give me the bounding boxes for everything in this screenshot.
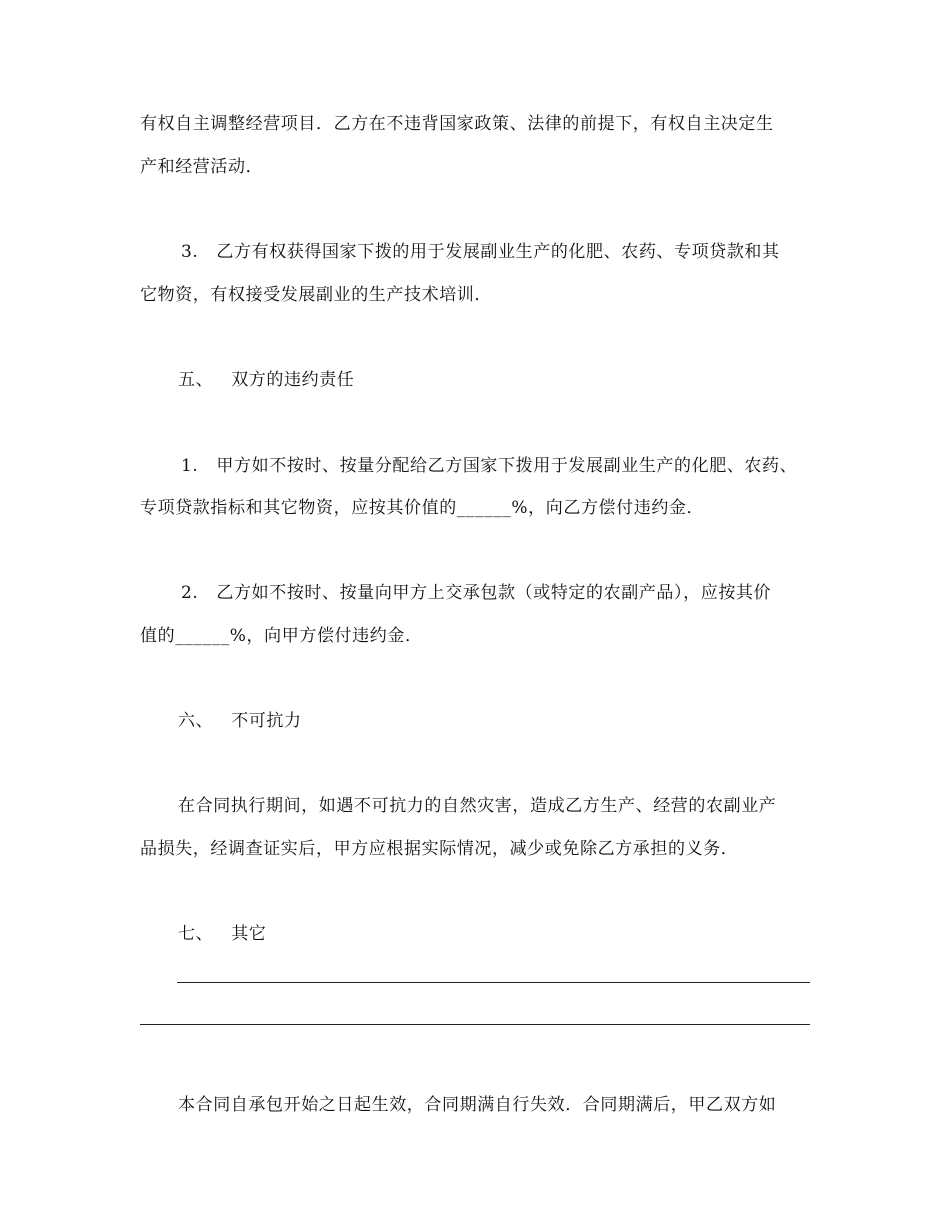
clause-item-3-line: 3. 乙方有权获得国家下拨的用于发展副业生产的化肥、农药、专项贷款和其 [181,242,780,262]
clause-item-1-line: 1. 甲方如不按时、按量分配给乙方国家下拨用于发展副业生产的化肥、农药、 [181,456,798,476]
clause-item-2-line: 2. 乙方如不按时、按量向甲方上交承包款（或特定的农副产品），应按其价 [181,583,772,603]
clause-item-3-line: 它物资，有权接受发展副业的生产技术培训． [140,285,492,305]
paragraph-line: 在合同执行期间，如遇不可抗力的自然灾害，造成乙方生产、经营的农副业产 [178,796,777,816]
clause-item-2-line: 值的______%，向甲方偿付违约金． [140,626,423,646]
section-heading-6: 六、 不可抗力 [178,711,302,731]
section-heading-5: 五、 双方的违约责任 [178,370,355,390]
blank-fill-line [177,982,810,983]
paragraph-line: 品损失，经调查证实后，甲方应根据实际情况，减少或免除乙方承担的义务． [140,839,739,859]
blank-fill-line [140,1024,810,1025]
paragraph-line: 本合同自承包开始之日起生效，合同期满自行失效．合同期满后，甲乙双方如 [178,1095,777,1115]
paragraph-line: 有权自主调整经营项目．乙方在不违背国家政策、法律的前提下，有权自主决定生 [140,114,774,134]
section-heading-7: 七、 其它 [178,924,267,944]
clause-item-1-line: 专项贷款指标和其它物资，应按其价值的______%，向乙方偿付违约金． [140,498,705,518]
paragraph-line: 产和经营活动． [140,157,264,177]
